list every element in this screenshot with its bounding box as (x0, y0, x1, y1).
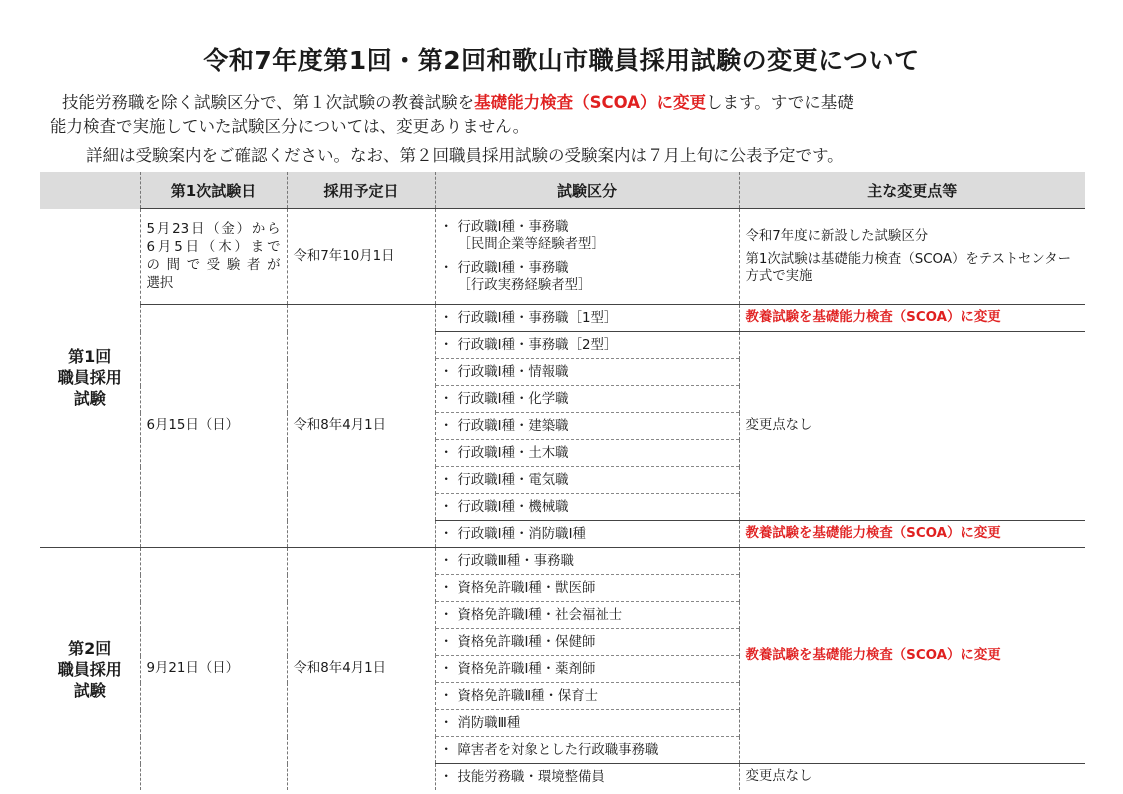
exam-date-cell: 9月21日（日） (140, 548, 287, 791)
category-item: ・ 行政職Ⅰ種・消防職Ⅰ種 (442, 526, 735, 543)
round-label-line: 第1回 (68, 347, 112, 367)
category-item: ・ 行政職Ⅲ種・事務職 (442, 553, 735, 570)
change-text: 第1次試験は基礎能力検査（SCOA）をテストセンター方式で実施 (745, 252, 1072, 284)
category-cell (435, 440, 739, 467)
round-label-line: 職員採用 (57, 659, 122, 679)
table-row (40, 209, 1085, 305)
category-cell (435, 209, 739, 305)
category-cell (435, 575, 739, 602)
exam-date-line: 5月23日（金）から (146, 221, 281, 237)
change-cell: 教養試験を基礎能力検査（SCOA）に変更 (739, 305, 1085, 332)
category-cell (435, 413, 739, 440)
category-item: ・ 行政職Ⅰ種・事務職［1型］ (442, 310, 735, 327)
intro-emphasis: 基礎能力検査（SCOA）に変更 (474, 93, 707, 112)
category-cell (435, 710, 739, 737)
category-cell (435, 656, 739, 683)
change-text: 令和7年度に新設した試験区分 (745, 229, 929, 244)
schedule-table (40, 172, 1085, 790)
header-cell: 主な変更点等 (739, 172, 1085, 209)
category-item: ・ 消防職Ⅲ種 (442, 715, 735, 732)
category-cell (435, 494, 739, 521)
change-cell (739, 209, 1085, 305)
category-item: ・ 資格免許職Ⅰ種・保健師 (442, 634, 735, 651)
intro-line-3: 詳細は受験案内をご確認ください。なお、第２回職員採用試験の受験案内は７月上旬に公表予定です。 (86, 146, 844, 165)
table-header-row (40, 172, 1085, 209)
category-item: ・ 行政職Ⅰ種・土木職 (442, 445, 735, 462)
hire-date-cell: 令和8年4月1日 (287, 305, 435, 548)
category-cell (435, 305, 739, 332)
intro-text: します。すでに基礎 (706, 93, 854, 112)
category-item: ・ 資格免許職Ⅰ種・社会福祉士 (442, 607, 735, 624)
category-cell (435, 467, 739, 494)
intro-line-2: 能力検査で実施していた試験区分については、変更ありません。 (50, 117, 530, 136)
category-cell (435, 764, 739, 791)
category-item: ・ 行政職Ⅰ種・事務職 ［民間企業等経験者型］ (442, 219, 735, 253)
change-cell: 変更点なし (739, 764, 1085, 791)
page-title: 令和7年度第1回・第2回和歌山市職員採用試験の変更について (203, 46, 920, 75)
table-row (40, 305, 1085, 332)
category-cell (435, 602, 739, 629)
exam-date-cell: 6月15日（日） (140, 305, 287, 548)
round-label-line: 試験 (73, 389, 106, 409)
category-cell (435, 332, 739, 359)
intro-text: 技能労務職を除く試験区分で、第１次試験の教養試験を (62, 93, 475, 112)
category-item: ・ 資格免許職Ⅱ種・保育士 (442, 688, 735, 705)
category-cell (435, 629, 739, 656)
header-cell: 採用予定日 (287, 172, 435, 209)
category-cell (435, 737, 739, 764)
round-label-2 (40, 548, 140, 791)
category-cell (435, 548, 739, 575)
category-item: ・ 障害者を対象とした行政職事務職 (442, 742, 735, 759)
change-cell: 教養試験を基礎能力検査（SCOA）に変更 (739, 548, 1085, 764)
category-item: ・ 行政職Ⅰ種・電気職 (442, 472, 735, 489)
category-cell (435, 521, 739, 548)
exam-date-line: 選択 (146, 275, 174, 291)
category-item: ・ 行政職Ⅰ種・化学職 (442, 391, 735, 408)
category-item: ・ 行政職Ⅰ種・事務職［2型］ (442, 337, 735, 354)
header-cell: 第1次試験日 (140, 172, 287, 209)
hire-date-cell: 令和8年4月1日 (287, 548, 435, 791)
intro-line-1 (62, 92, 854, 114)
round-label-line: 試験 (73, 680, 106, 700)
exam-date-line: 6月5日（木）まで (146, 239, 281, 255)
category-item: ・ 技能労務職・環境整備員 (442, 769, 735, 786)
round-label-line: 職員採用 (57, 368, 122, 388)
category-cell (435, 359, 739, 386)
hire-date-cell: 令和7年10月1日 (287, 209, 435, 305)
change-cell: 教養試験を基礎能力検査（SCOA）に変更 (739, 521, 1085, 548)
exam-date-line: の間で受験者が (146, 257, 281, 273)
category-cell (435, 683, 739, 710)
category-item: ・ 行政職Ⅰ種・情報職 (442, 364, 735, 381)
category-item: ・ 行政職Ⅰ種・事務職 ［行政実務経験者型］ (442, 260, 735, 294)
category-item: ・ 行政職Ⅰ種・建築職 (442, 418, 735, 435)
category-item: ・ 資格免許職Ⅰ種・獣医師 (442, 580, 735, 597)
round-label-line: 第2回 (68, 638, 112, 658)
category-item: ・ 行政職Ⅰ種・機械職 (442, 499, 735, 516)
round-label-1 (40, 209, 140, 548)
category-item: ・ 資格免許職Ⅰ種・薬剤師 (442, 661, 735, 678)
category-cell (435, 386, 739, 413)
header-cell (40, 172, 140, 209)
header-cell: 試験区分 (435, 172, 739, 209)
change-cell: 変更点なし (739, 332, 1085, 521)
table-row (40, 548, 1085, 575)
exam-date-cell (140, 209, 287, 305)
